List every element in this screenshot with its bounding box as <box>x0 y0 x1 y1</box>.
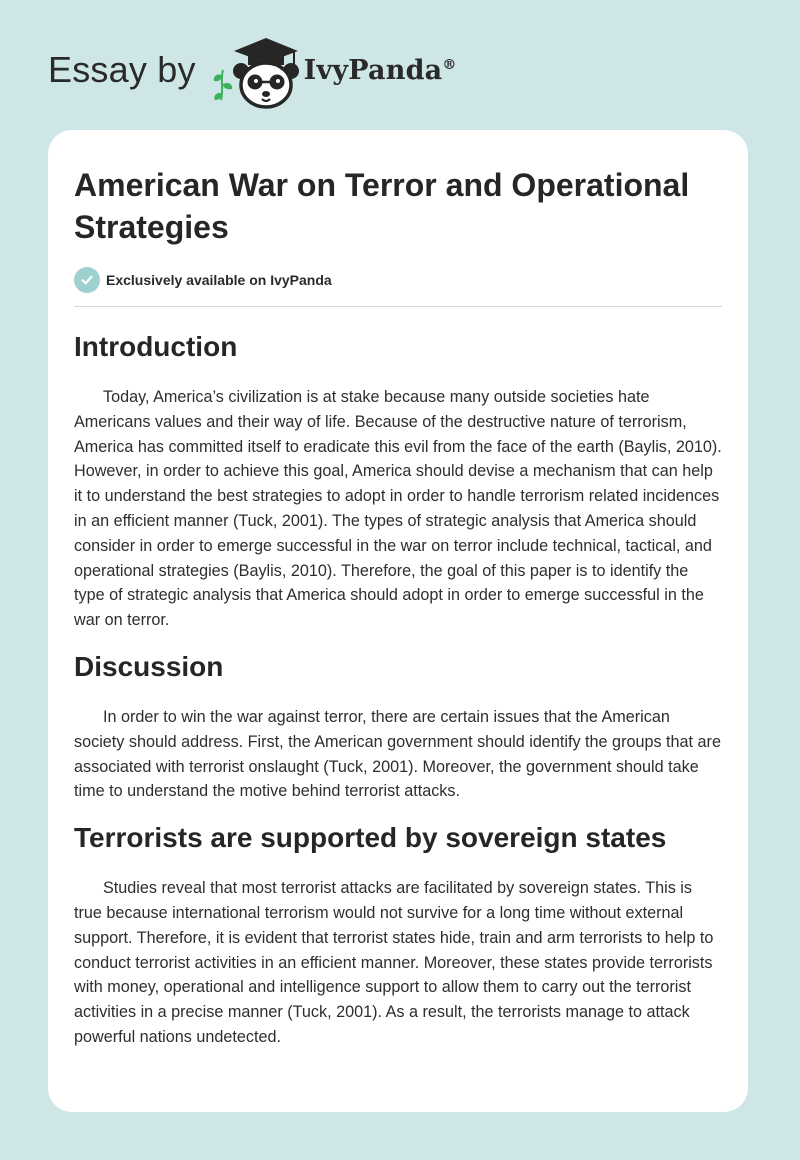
paragraph-introduction: Today, America’s civilization is at stake because many outside societies hate Americans values and their way of life. Because of the destructive nature of terrorism, America has committed itself to eradicate this evil from the face of the earth (Baylis, 2010). However, in order to achieve this goal, America should devise a mechanism that can help it to understand the best strategies to adopt in order to handle terrorism related incidences in an efficient manner (Tuck, 2001). The types of strategic analysis that America should consider in order to emerge successful in the war on terror include technical, tactical, and operational strategies (Baylis, 2010). Therefore, the goal of this paper is to identify the type of strategic analysis that America should adopt in order to emerge successful in the war on terror. <box>74 388 722 630</box>
paragraph-sovereign-states: Studies reveal that most terrorist attacks are facilitated by sovereign states. This is true because international terrorism would not survive for a long time without external support. Therefore, it is evident that terrorist states hide, train and arm terrorists to help to conduct terrorist activities in an efficient manner. Moreover, these states provide terrorists with money, operational and intelligence support to allow them to carry out the terrorist activities in a precise manner (Tuck, 2001). As a result, the terrorists manage to attack powerful nations undetected. <box>74 879 714 1046</box>
essay-card <box>48 130 748 1112</box>
paragraph-discussion: In order to win the war against terror, there are certain issues that the American society should address. First, the American government should identify the groups that are associated with terrorist onslaught (Tuck, 2001). Moreover, the government should take time to understand the motive behind terrorist attacks. <box>74 707 721 801</box>
brand-header <box>48 30 457 110</box>
registered-mark: ® <box>442 56 457 73</box>
exclusive-badge <box>74 266 722 294</box>
check-circle-icon <box>74 267 100 293</box>
essay-title: American War on Terror and Operational Strategies <box>74 167 690 245</box>
brand-name: IvyPanda® <box>303 54 457 86</box>
title-divider <box>74 306 722 307</box>
brand-prefix: Essay by <box>48 49 196 90</box>
section-heading-sovereign-states: Terrorists are supported by sovereign states <box>74 822 667 854</box>
section-heading-introduction: Introduction <box>74 331 238 362</box>
exclusive-label: Exclusively available on IvyPanda <box>106 272 332 288</box>
section-heading-discussion: Discussion <box>74 650 224 682</box>
ivypanda-logo-icon[interactable] <box>210 30 302 110</box>
